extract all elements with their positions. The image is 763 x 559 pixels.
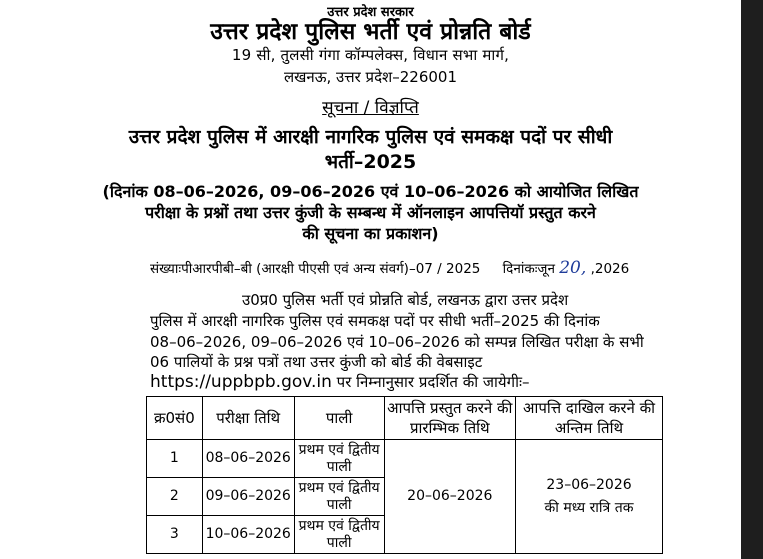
- address-line-2: लखनऊ, उत्तर प्रदेश–226001: [283, 68, 458, 86]
- notice-title: सूचना / विज्ञप्ति: [322, 98, 419, 118]
- header-shift: पाली: [294, 397, 384, 440]
- reference-line: [150, 258, 629, 278]
- end-note: की मध्य रात्रि तक: [544, 499, 634, 516]
- board-name: उत्तर प्रदेश पुलिस भर्ती एवं प्रोन्नति बोर्ड: [210, 19, 531, 45]
- end-date: 23–06–2026: [546, 476, 632, 493]
- row-date: 09–06–2026: [202, 478, 294, 516]
- row-sno: 2: [147, 478, 203, 516]
- header-start-date: आपत्ति प्रस्तुत करने की प्रारम्भिक तिथि: [384, 397, 515, 440]
- body-line-2: पुलिस में आरक्षी नागरिक पुलिस एवं समकक्ष पदों पर सीधी भर्ती–2025 की दिनांक: [150, 312, 600, 330]
- gov-label: उत्तर प्रदेश सरकार: [327, 5, 414, 20]
- body-line-4: 06 पालियों के प्रश्न पत्रों तथा उत्तर कुंजी को बोर्ड की वेबसाइट: [150, 353, 483, 371]
- body-line-5: [150, 372, 529, 392]
- sub-line-1: (दिनांक 08–06–2026, 09–06–2026 एवं 10–06–2026 को आयोजित लिखित: [102, 182, 639, 201]
- row-shift: प्रथम एवं द्वितीय पाली: [294, 478, 384, 516]
- body-line-3: 08–06–2026, 09–06–2026 एवं 10–06–2026 को सम्पन्न लिखित परीक्षा के सभी: [150, 333, 644, 351]
- table-row: [147, 440, 663, 478]
- date-label: दिनांकःजून: [502, 261, 555, 277]
- row-shift: प्रथम एवं द्वितीय पाली: [294, 440, 384, 478]
- handwritten-date: 20,: [559, 258, 587, 278]
- viewer-scroll-edge: [741, 0, 763, 559]
- sub-line-2: परीक्षा के प्रश्नों तथा उत्तर कुंजी के सम्बन्ध में ऑनलाइन आपत्तियॉ प्रस्तुत करने: [145, 203, 596, 222]
- subject-line-2: भर्ती–2025: [324, 151, 417, 173]
- row-shift: प्रथम एवं द्वितीय पाली: [294, 516, 384, 554]
- sub-line-3: की सूचना का प्रकाशन): [302, 224, 439, 243]
- row-sno: 1: [147, 440, 203, 478]
- address-line-1: 19 सी, तुलसी गंगा कॉम्पलेक्स, विधान सभा मार्ग,: [231, 46, 510, 64]
- subject-line-1: उत्तर प्रदेश पुलिस में आरक्षी नागरिक पुलिस एवं समकक्ष पदों पर सीधी: [128, 126, 613, 148]
- row-date: 08–06–2026: [202, 440, 294, 478]
- row-sno: 3: [147, 516, 203, 554]
- body-line-1: उ0प्र0 पुलिस भर्ती एवं प्रोन्नति बोर्ड, लखनऊ द्वारा उत्तर प्रदेश: [242, 291, 569, 309]
- end-date-cell: [516, 440, 663, 554]
- date-year: ,2026: [590, 261, 630, 277]
- start-date-cell: 20–06–2026: [384, 440, 515, 554]
- header-end-date: आपत्ति दाखिल करने की अन्तिम तिथि: [516, 397, 663, 440]
- schedule-table: [146, 396, 663, 554]
- row-date: 10–06–2026: [202, 516, 294, 554]
- table-header-row: [147, 397, 663, 440]
- header-sno: क्र0सं0: [147, 397, 203, 440]
- website-url: https://uppbpb.gov.in: [150, 372, 332, 392]
- header-exam-date: परीक्षा तिथि: [202, 397, 294, 440]
- body-line-5-rest: पर निम्नानुसार प्रदर्शित की जायेगीः–: [331, 373, 530, 391]
- reference-number: संख्याःपीआरपीबी–बी (आरक्षी पीएसी एवं अन्य संवर्ग)–07 / 2025: [150, 261, 481, 277]
